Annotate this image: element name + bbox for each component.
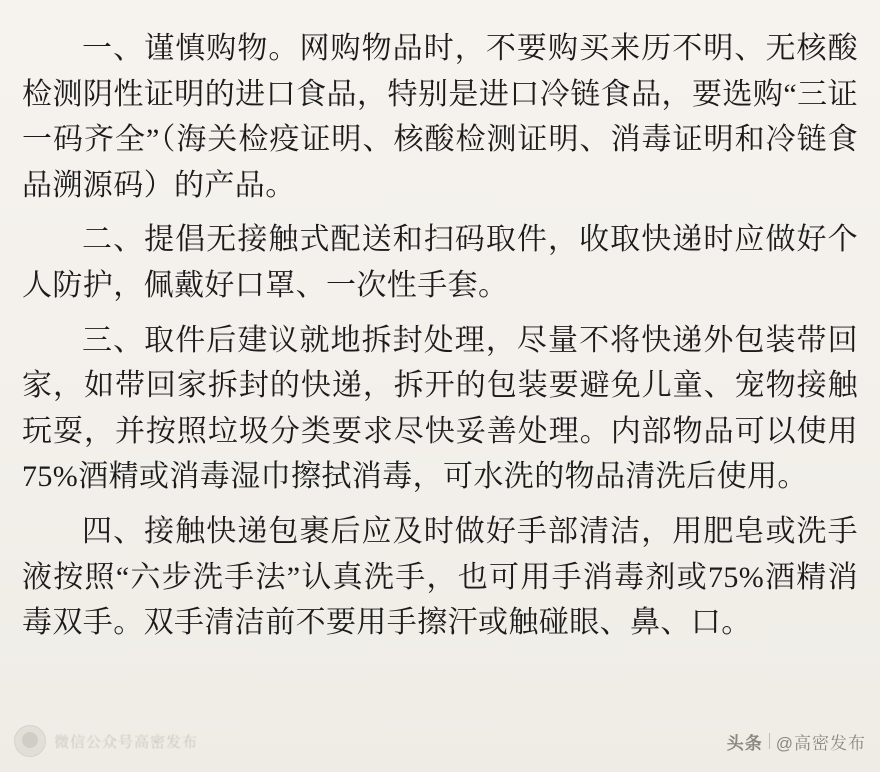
paragraph-2: 二、提倡无接触式配送和扫码取件，收取快递时应做好个人防护，佩戴好口罩、一次性手套。 — [22, 223, 858, 302]
avatar-icon — [14, 725, 46, 757]
paragraph-4: 四、接触快递包裹后应及时做好手部清洁，用肥皂或洗手液按照“六步洗手法”认真洗手，也可用手消毒剂或75%酒精消毒双手。双手清洁前不要用手擦汗或触碰眼、鼻、口。 — [22, 514, 858, 640]
paragraph-3: 三、取件后建议就地拆封处理，尽量不将快递外包装带回家，如带回家拆封的快递，拆开的包装要避免儿童、宠物接触玩耍，并按照垃圾分类要求尽快妥善处理。内部物品可以使用75%酒精或消毒湿巾擦拭消毒，可水洗的物品清洗后使用。 — [22, 323, 858, 494]
watermark-account — [14, 725, 198, 757]
watermark-account-label: 微信公众号高密发布 — [54, 733, 199, 751]
source-label: @高密发布 — [775, 733, 866, 753]
footer-watermark-bar — [0, 716, 880, 772]
paragraph-1: 一、谨慎购物。网购物品时，不要购买来历不明、无核酸检测阴性证明的进口食品，特别是进口冷链食品，要选购“三证一码齐全”（海关检疫证明、核酸检测证明、消毒证明和冷链食品溯源码）的产品。 — [22, 32, 858, 202]
platform-label: 头条 — [726, 733, 763, 753]
platform-watermark — [727, 729, 866, 754]
divider — [769, 733, 770, 749]
